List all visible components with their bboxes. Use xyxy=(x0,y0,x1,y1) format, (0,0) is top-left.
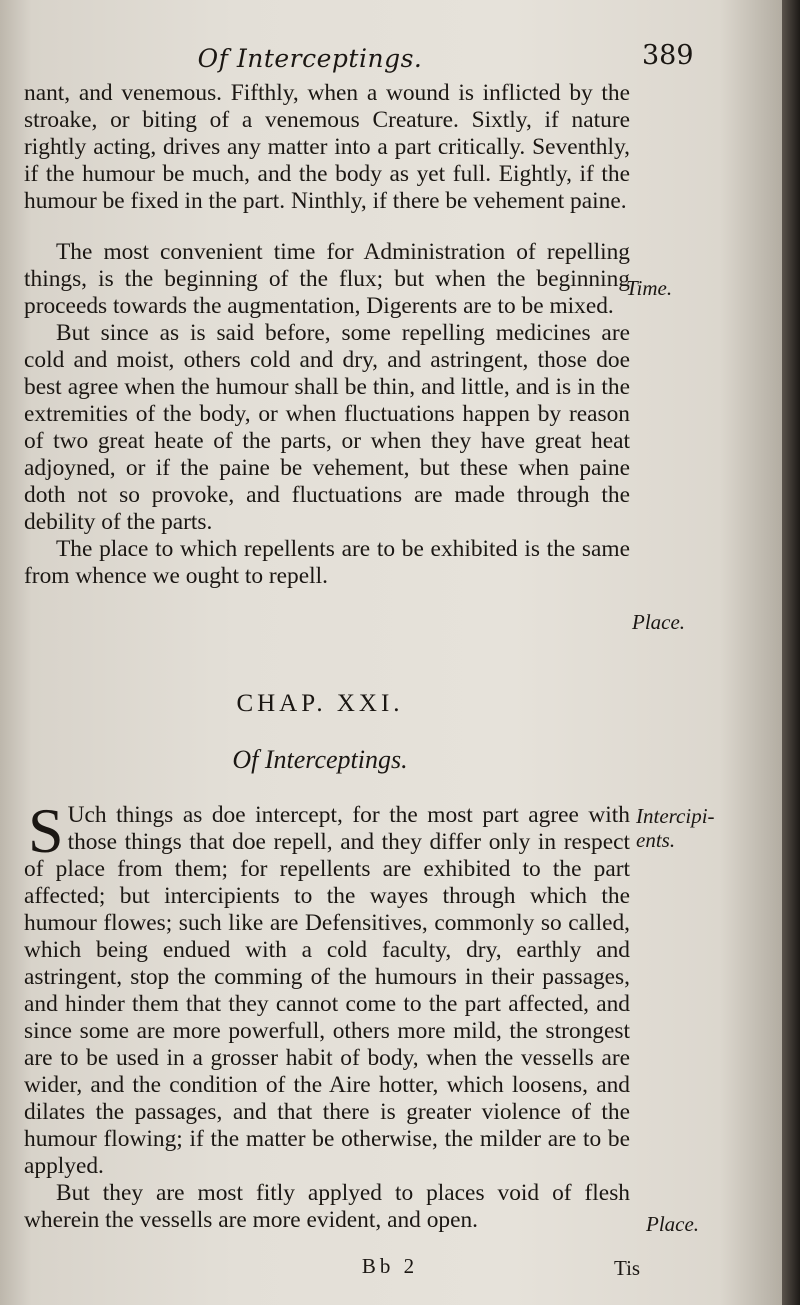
text-block-top xyxy=(24,80,630,590)
chapter-heading: CHAP. XXI. xyxy=(236,690,404,717)
text-block-bottom xyxy=(24,795,630,1234)
paragraph-intercepting: Uch things as doe intercept, for the most part agree with those things that doe repell, and they differ only in respect of place from them; for repellents are exhibited to the part affected; but intercipients to the wayes through which the humour flowes; such like are Defensitives, commonly so called, which being endued with a cold faculty, dry, earthly and astringent, stop the comming of the humours in their passages, and hinder them that they cannot come to the part affected, and since some are more powerfull, others more mild, the strongest are to be used in a grosser habit of body, when the vessells are wider, and the condition of the Aire hotter, which loosens, and dilates the passages, and that there is greater violence of the humour flowing; if the matter be otherwise, the milder are to be applyed. xyxy=(24,802,630,1179)
paragraph-time: The most convenient time for Administration of repelling things, is the beginning of the flux; but when the beginning proceeds towards the augmentation, Digerents are to be mixed. xyxy=(24,239,630,319)
margin-note-place-2: Place. xyxy=(646,1212,700,1236)
page-number: 389 xyxy=(642,40,694,71)
running-title: Of Interceptings. xyxy=(197,44,423,73)
catchword: Tis xyxy=(614,1256,641,1280)
paragraph-place: The place to which repellents are to be exhibited is the same from whence we ought to repell. xyxy=(24,536,630,589)
margin-note-intercipients: Intercipi- ents. xyxy=(636,804,715,852)
drop-cap: S xyxy=(28,795,64,866)
paragraph-causes-continued: nant, and venemous. Fifthly, when a wound is inflicted by the stroake, or biting of a venemous Creature. Sixtly, if nature rightly acting, drives any matter into a part critically. Seventhly, if the humour be much, and the body as yet full. Eightly, if the humour be fixed in the part. Ninthly, if there be vehement paine. xyxy=(24,80,630,214)
chapter-title: Of Interceptings. xyxy=(232,745,408,774)
signature-mark: Bb 2 xyxy=(361,1254,419,1278)
margin-note-place: Place. xyxy=(632,610,686,634)
page-edge-shadow xyxy=(782,0,800,1305)
paragraph-kinds-of-repellers: But since as is said before, some repelling medicines are cold and moist, others cold and dry, and astringent, those doe best agree when the humour shall be thin, and little, and is in the extremities of the body, or when fluctuations happen by reason of two great heate of the parts, or when they have great heat adjoyned, or if the paine be vehement, but these when paine doth not so provoke, and fluctuations are made through the debility of the parts. xyxy=(24,320,630,535)
paragraph-application: But they are most fitly applyed to places void of flesh wherein the vessells are more evident, and open. xyxy=(24,1180,630,1233)
margin-note-time: Time. xyxy=(626,276,673,300)
